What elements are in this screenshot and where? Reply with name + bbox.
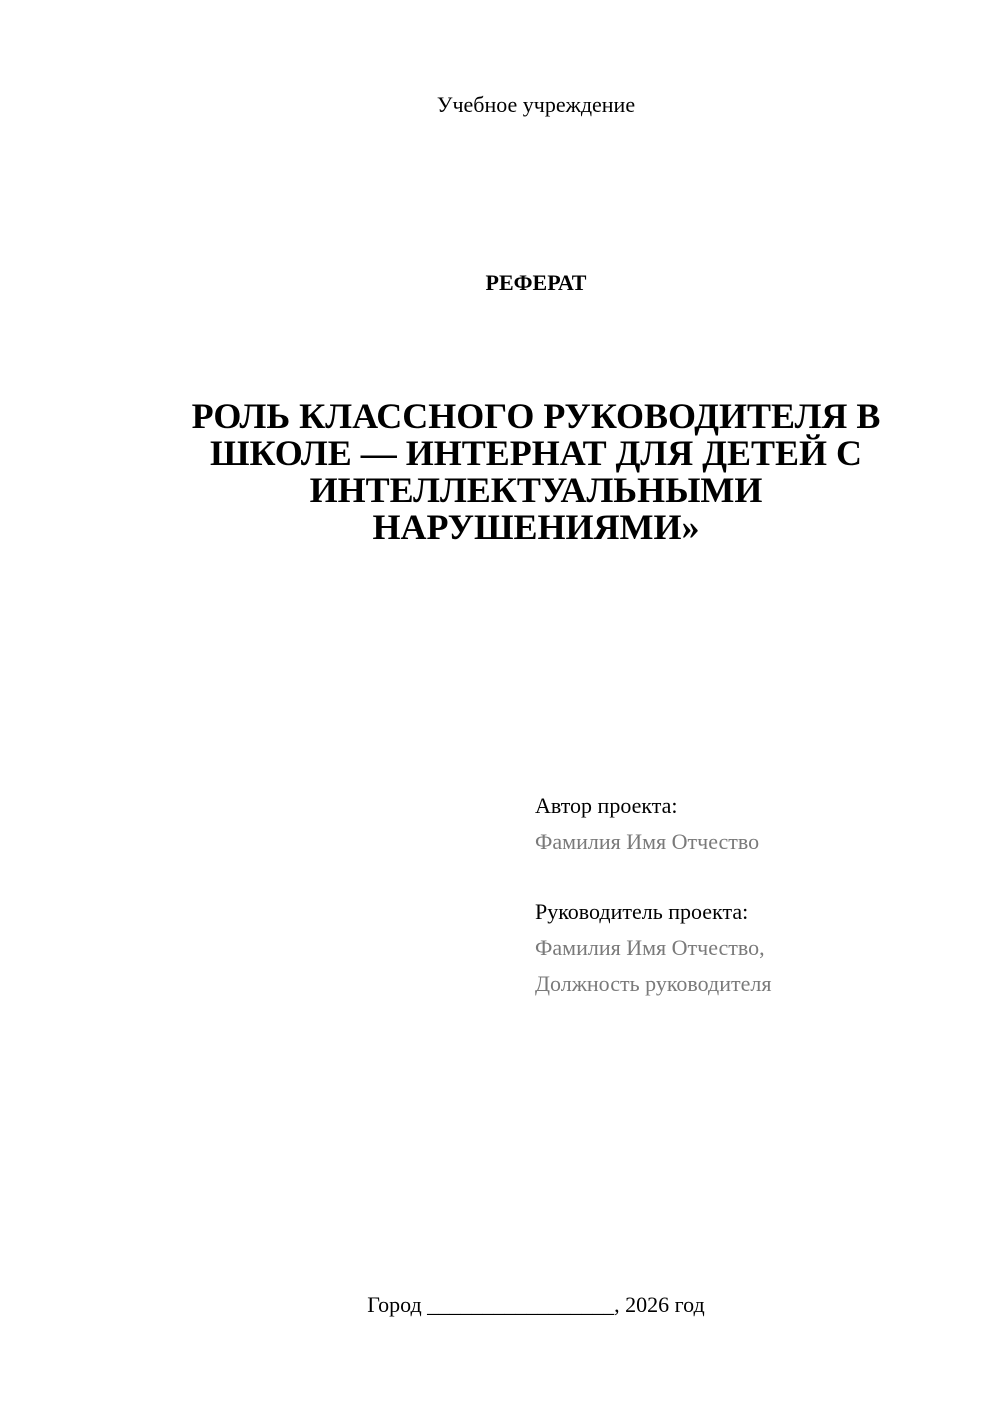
- spacer: [535, 860, 975, 894]
- supervisor-position: Должность руководителя: [535, 971, 772, 996]
- author-name: Фамилия Имя Отчество: [535, 829, 760, 854]
- city-year-line: Город _________________, 2026 год: [367, 1292, 705, 1317]
- title-line: РОЛЬ КЛАССНОГО РУКОВОДИТЕЛЯ В: [191, 396, 881, 436]
- supervisor-label: Руководитель проекта:: [535, 899, 749, 924]
- institution-name: Учебное учреждение: [436, 92, 636, 117]
- authors-block: [535, 788, 975, 1002]
- title-line: ШКОЛЕ — ИНТЕРНАТ ДЛЯ ДЕТЕЙ С: [209, 433, 863, 473]
- title-line: ИНТЕЛЛЕКТУАЛЬНЫМИ: [309, 470, 763, 510]
- supervisor-name: Фамилия Имя Отчество,: [535, 935, 765, 960]
- author-label: Автор проекта:: [535, 793, 678, 818]
- title-line: НАРУШЕНИЯМИ»: [372, 507, 700, 547]
- document-title: [150, 398, 922, 546]
- document-type-label: РЕФЕРАТ: [485, 270, 587, 295]
